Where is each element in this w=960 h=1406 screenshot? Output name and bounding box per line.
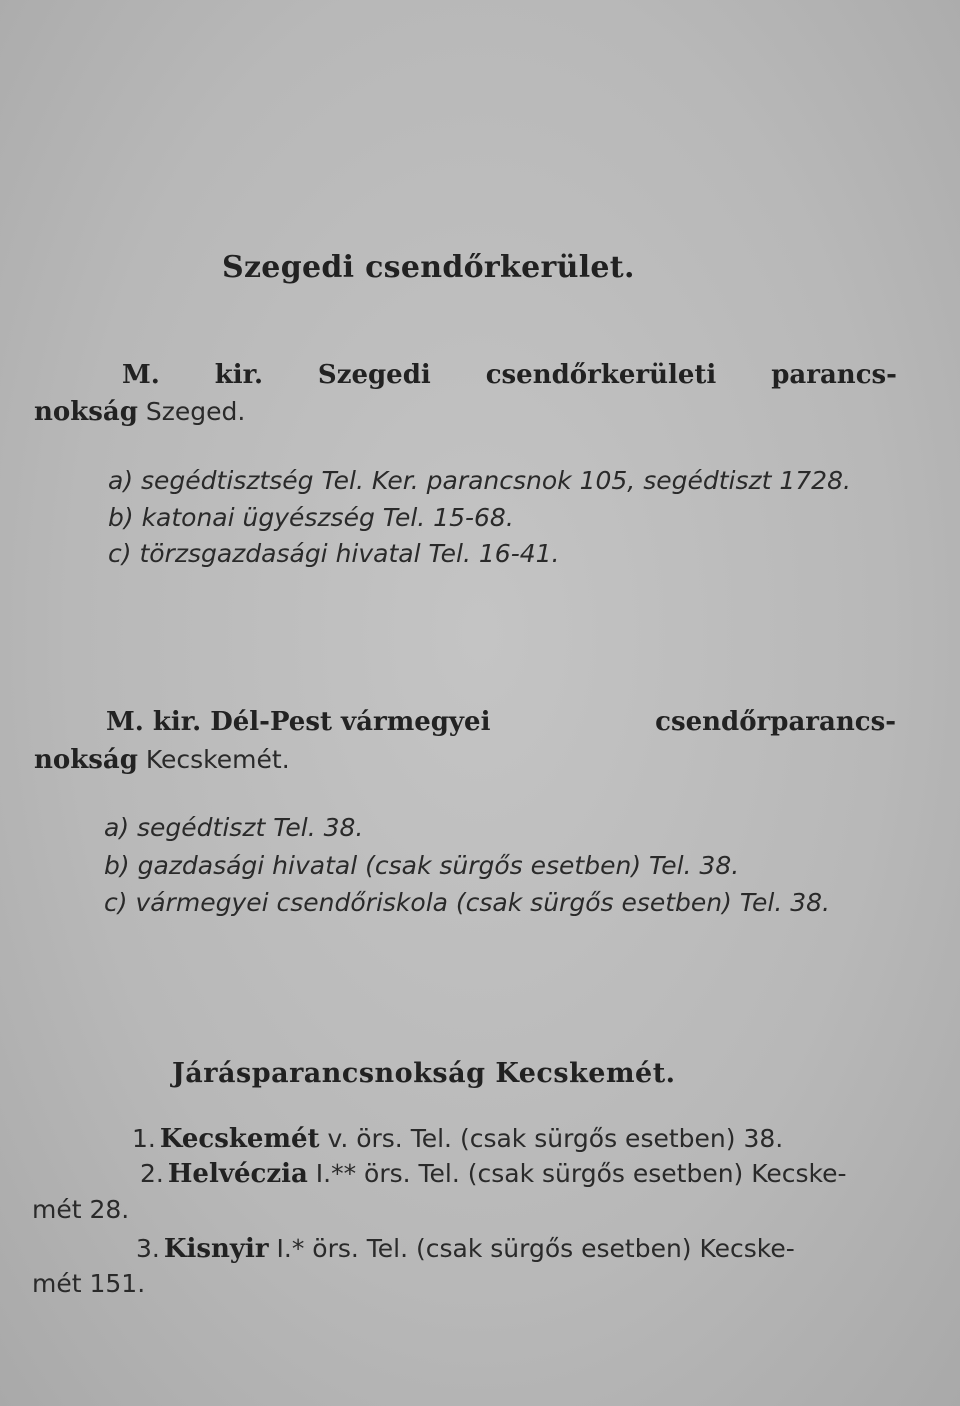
heading-continuation: nokság: [34, 745, 138, 775]
section1-heading-line2: [34, 397, 245, 427]
heading-word: parancs-: [771, 360, 897, 390]
heading-part: M. kir. Dél-Pest vármegyei: [106, 707, 491, 737]
heading-word: kir.: [214, 360, 264, 390]
list-item: [140, 1159, 847, 1189]
section1-item-a: a) segédtisztség Tel. Ker. parancsnok 105, segédtiszt 1728.: [108, 466, 851, 495]
entry-place: Kecskemét: [159, 1124, 320, 1154]
section1-item-c: c) törzsgazdasági hivatal Tel. 16-41.: [108, 539, 560, 568]
entry-details: I.** örs. Tel. (csak sürgős esetben) Kecske-: [307, 1159, 847, 1188]
section2-item-c: c) vármegyei csendőriskola (csak sürgős esetben) Tel. 38.: [104, 888, 831, 917]
entry-number: 1.: [132, 1124, 156, 1153]
heading-location: Szeged.: [137, 397, 246, 426]
section2-heading: [106, 707, 896, 737]
section3-heading: Járásparancsnokság Kecskemét.: [172, 1058, 676, 1089]
heading-word: csendőrkerületi: [485, 360, 717, 390]
section2-heading-line2: [34, 745, 290, 775]
list-item: [136, 1234, 795, 1264]
heading-location: Kecskemét.: [137, 745, 290, 774]
entry-place: Kisnyir: [163, 1234, 269, 1264]
heading-word: Szegedi: [317, 360, 431, 390]
entry-place: Helvéczia: [167, 1159, 308, 1189]
heading-part: csendőrparancs-: [655, 707, 896, 737]
section1-heading: [122, 360, 897, 390]
section2-item-a: a) segédtiszt Tel. 38.: [104, 813, 364, 842]
entry-details: v. örs. Tel. (csak sürgős esetben) 38.: [319, 1124, 784, 1153]
page-title: Szegedi csendőrkerület.: [222, 250, 635, 285]
heading-continuation: nokság: [34, 397, 138, 427]
entry-details: I.* örs. Tel. (csak sürgős esetben) Kecske-: [268, 1234, 795, 1263]
heading-word: M.: [122, 360, 160, 390]
entry-continuation: mét 151.: [32, 1269, 146, 1298]
entry-number: 3.: [136, 1234, 160, 1263]
section1-item-b: b) katonai ügyészség Tel. 15-68.: [108, 503, 514, 532]
list-item: [132, 1124, 783, 1154]
section2-item-b: b) gazdasági hivatal (csak sürgős esetben) Tel. 38.: [104, 851, 740, 880]
entry-continuation: mét 28.: [32, 1195, 130, 1224]
entry-number: 2.: [140, 1159, 164, 1188]
